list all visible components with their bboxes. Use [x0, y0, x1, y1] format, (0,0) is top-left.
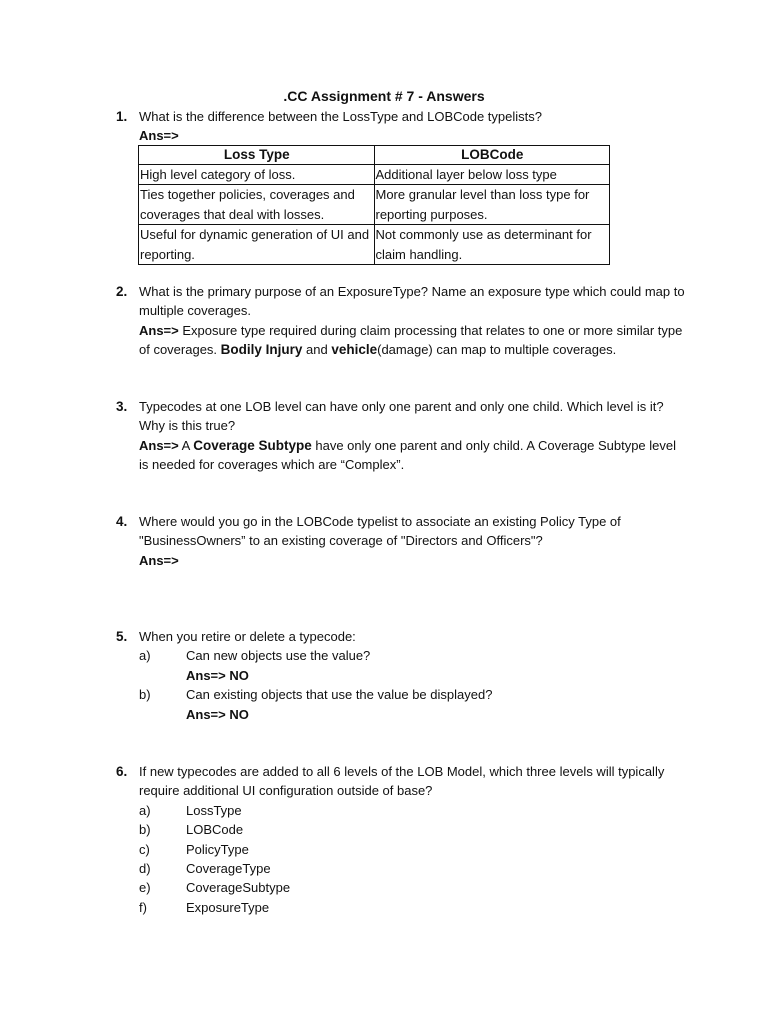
- answer-segment: (damage) can map to multiple coverages.: [377, 342, 617, 358]
- answer-text: [139, 321, 686, 360]
- option-letter: d): [139, 861, 151, 877]
- sub-question-text: Can new objects use the value?: [186, 648, 371, 664]
- option-letter: e): [139, 880, 151, 896]
- question-number: 1.: [116, 109, 128, 124]
- sub-question: [139, 646, 686, 685]
- answer-label: Ans=>: [139, 552, 179, 568]
- table-header-loss-type: Loss Type: [139, 146, 375, 165]
- table-header-lobcode: LOBCode: [374, 146, 610, 165]
- answer-emphasis: vehicle: [331, 342, 378, 358]
- question-1: [116, 107, 686, 146]
- option-letter: b): [139, 822, 151, 838]
- table-cell: High level category of loss.: [139, 165, 375, 185]
- option-item: [139, 898, 686, 917]
- option-text: CoverageType: [186, 861, 271, 877]
- question-number: 6.: [116, 764, 128, 779]
- sub-question-answer: Ans=> NO: [186, 706, 249, 722]
- sub-question-text: Can existing objects that use the value be displayed?: [186, 687, 493, 703]
- answer-emphasis: Coverage Subtype: [193, 437, 312, 453]
- loss-type-lobcode-table: [138, 145, 610, 265]
- option-letter: c): [139, 841, 150, 857]
- question-6: [116, 762, 686, 917]
- sub-question-letter: a): [139, 648, 151, 664]
- question-3: [116, 397, 686, 475]
- question-text: If new typecodes are added to all 6 levels of the LOB Model, which three levels will typically require additional UI configuration outside of base?: [139, 764, 665, 799]
- table-cell: Useful for dynamic generation of UI and reporting.: [139, 225, 375, 265]
- option-item: [139, 859, 686, 878]
- answer-segment: Exposure type required during claim processing that relates to one or more similar type of coverages.: [139, 322, 683, 358]
- option-text: ExposureType: [186, 899, 270, 915]
- answer-label: Ans=>: [139, 437, 179, 453]
- option-text: CoverageSubtype: [186, 880, 291, 896]
- table-row: [139, 225, 610, 265]
- question-5: [116, 627, 686, 724]
- table-cell: Not commonly use as determinant for claim handling.: [374, 225, 610, 265]
- option-text: LOBCode: [186, 822, 244, 838]
- question-4: [116, 512, 686, 570]
- option-letter: f): [139, 899, 147, 915]
- option-text: PolicyType: [186, 841, 249, 857]
- option-item: [139, 840, 686, 859]
- option-item: [139, 801, 686, 820]
- question-number: 3.: [116, 399, 128, 414]
- question-2: [116, 282, 686, 360]
- table-cell: Ties together policies, coverages and coverages that deal with losses.: [139, 185, 375, 225]
- answer-segment: and: [302, 342, 332, 358]
- answer-label: Ans=>: [139, 322, 179, 338]
- question-text: What is the difference between the LossType and LOBCode typelists?: [139, 109, 542, 124]
- option-letter: a): [139, 802, 151, 818]
- question-text: Typecodes at one LOB level can have only one parent and only one child. Which level is it? Why is this true?: [139, 399, 664, 434]
- table-cell: More granular level than loss type for reporting purposes.: [374, 185, 610, 225]
- question-number: 5.: [116, 629, 128, 644]
- question-text: When you retire or delete a typecode:: [139, 629, 356, 644]
- answer-emphasis: Bodily Injury: [220, 342, 303, 358]
- answer-text: [139, 436, 686, 475]
- sub-question-answer: Ans=> NO: [186, 667, 249, 683]
- table-row: [139, 165, 610, 185]
- table-cell: Additional layer below loss type: [374, 165, 610, 185]
- table-row: [139, 185, 610, 225]
- question-number: 2.: [116, 284, 128, 299]
- question-text: What is the primary purpose of an ExposureType? Name an exposure type which could map to multiple coverages.: [139, 284, 685, 319]
- option-item: [139, 820, 686, 839]
- option-text: LossType: [186, 802, 242, 818]
- question-text: Where would you go in the LOBCode typelist to associate an existing Policy Type of "BusinessOwners” to an existing coverage of "Directors and Officers"?: [139, 514, 621, 549]
- sub-question: [139, 685, 686, 724]
- answer-segment: have only one parent and only child. A Coverage Subtype level is needed for coverages which are “Complex”.: [139, 437, 677, 473]
- sub-question-letter: b): [139, 687, 151, 703]
- option-item: [139, 878, 686, 897]
- answer-segment: A: [178, 437, 194, 453]
- document-title: .CC Assignment # 7 - Answers: [283, 88, 485, 104]
- question-number: 4.: [116, 514, 128, 529]
- answer-label: Ans=>: [139, 128, 179, 144]
